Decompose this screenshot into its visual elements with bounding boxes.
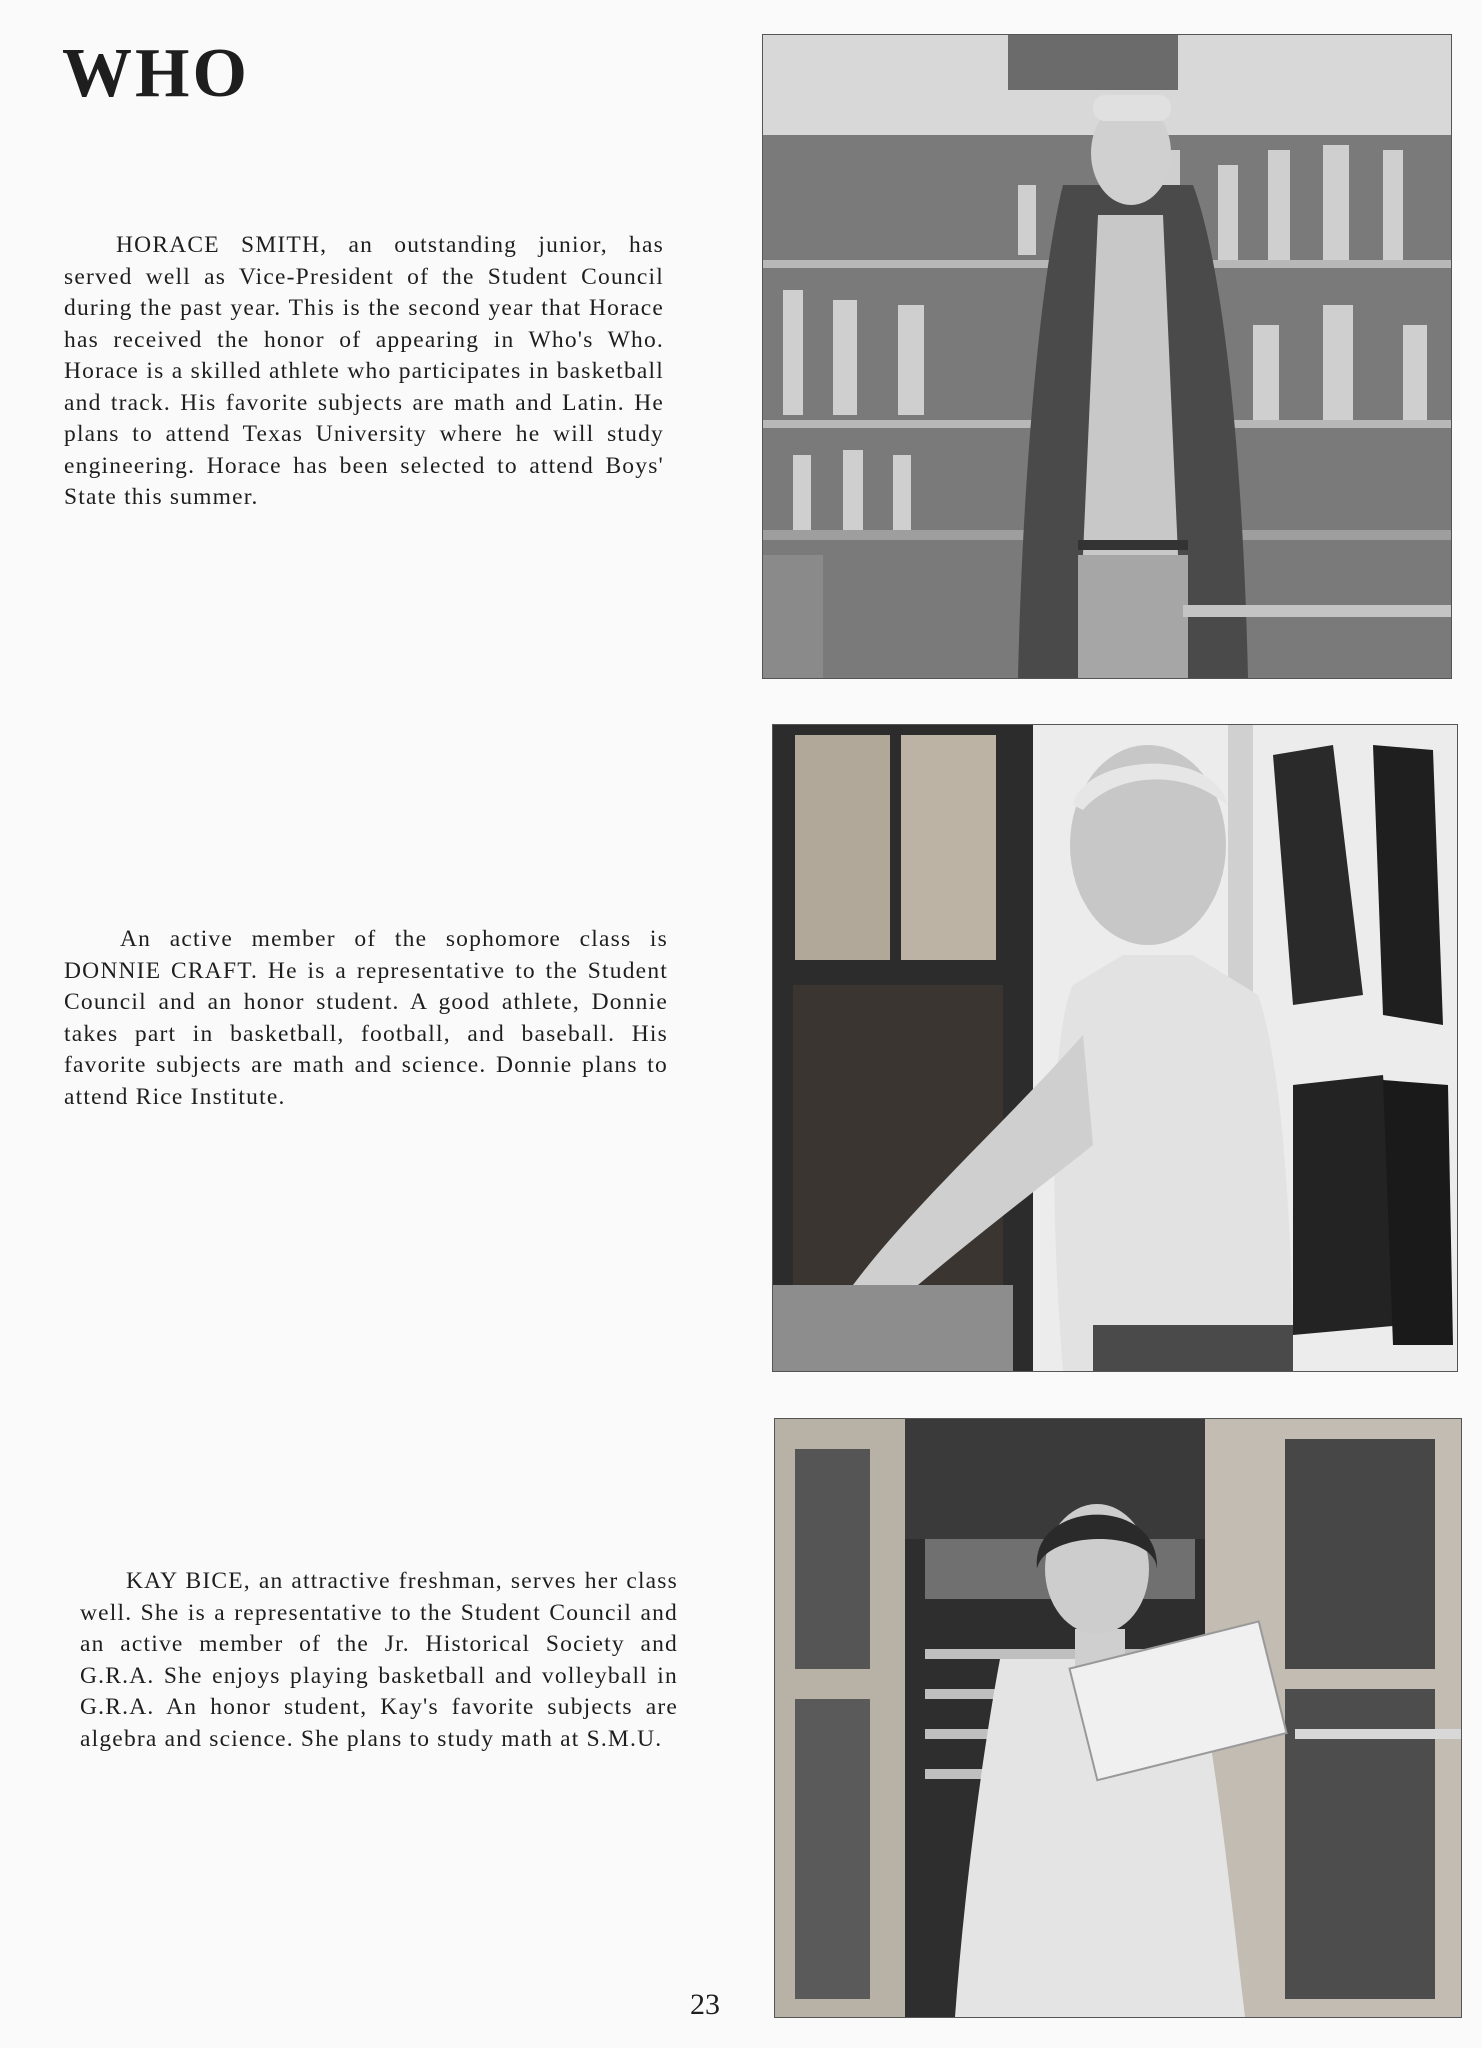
photo-kay-bice xyxy=(774,1418,1462,2018)
bio-kay-bice: KAY BICE, an attractive freshman, serves her class well. She is a representative to the Student Council and an active member of the Jr. Historical Society and G.R.A. She enjoys playing basketball and volleyball in G.R.A. An honor student, Kay's favorite subjects are algebra and science. She plans to study math at S.M.U. xyxy=(80,1568,678,1752)
page-number: 23 xyxy=(690,1988,720,2021)
bio-donnie-craft: An active member of the sophomore class is DONNIE CRAFT. He is a representative to the Student Council and an honor student. A good athlete, Donnie takes part in basketball, football, and baseball. His favorite subjects are math and science. Donnie plans to attend Rice Institute. xyxy=(64,926,668,1110)
photo-donnie-craft xyxy=(772,724,1458,1372)
page-heading: WHO xyxy=(62,35,250,112)
bio-horace-smith: HORACE SMITH, an outstanding junior, has served well as Vice-President of the Student Council during the past year. This is the second year that Horace has received the honor of appearing in Who's Who. Horace is a skilled athlete who participates in basketball and track. His favorite subjects are math and Latin. He plans to attend Texas University where he will study engineering. Horace has been selected to attend Boys' State this summer. xyxy=(64,232,664,510)
photo-horace-smith xyxy=(762,34,1452,679)
